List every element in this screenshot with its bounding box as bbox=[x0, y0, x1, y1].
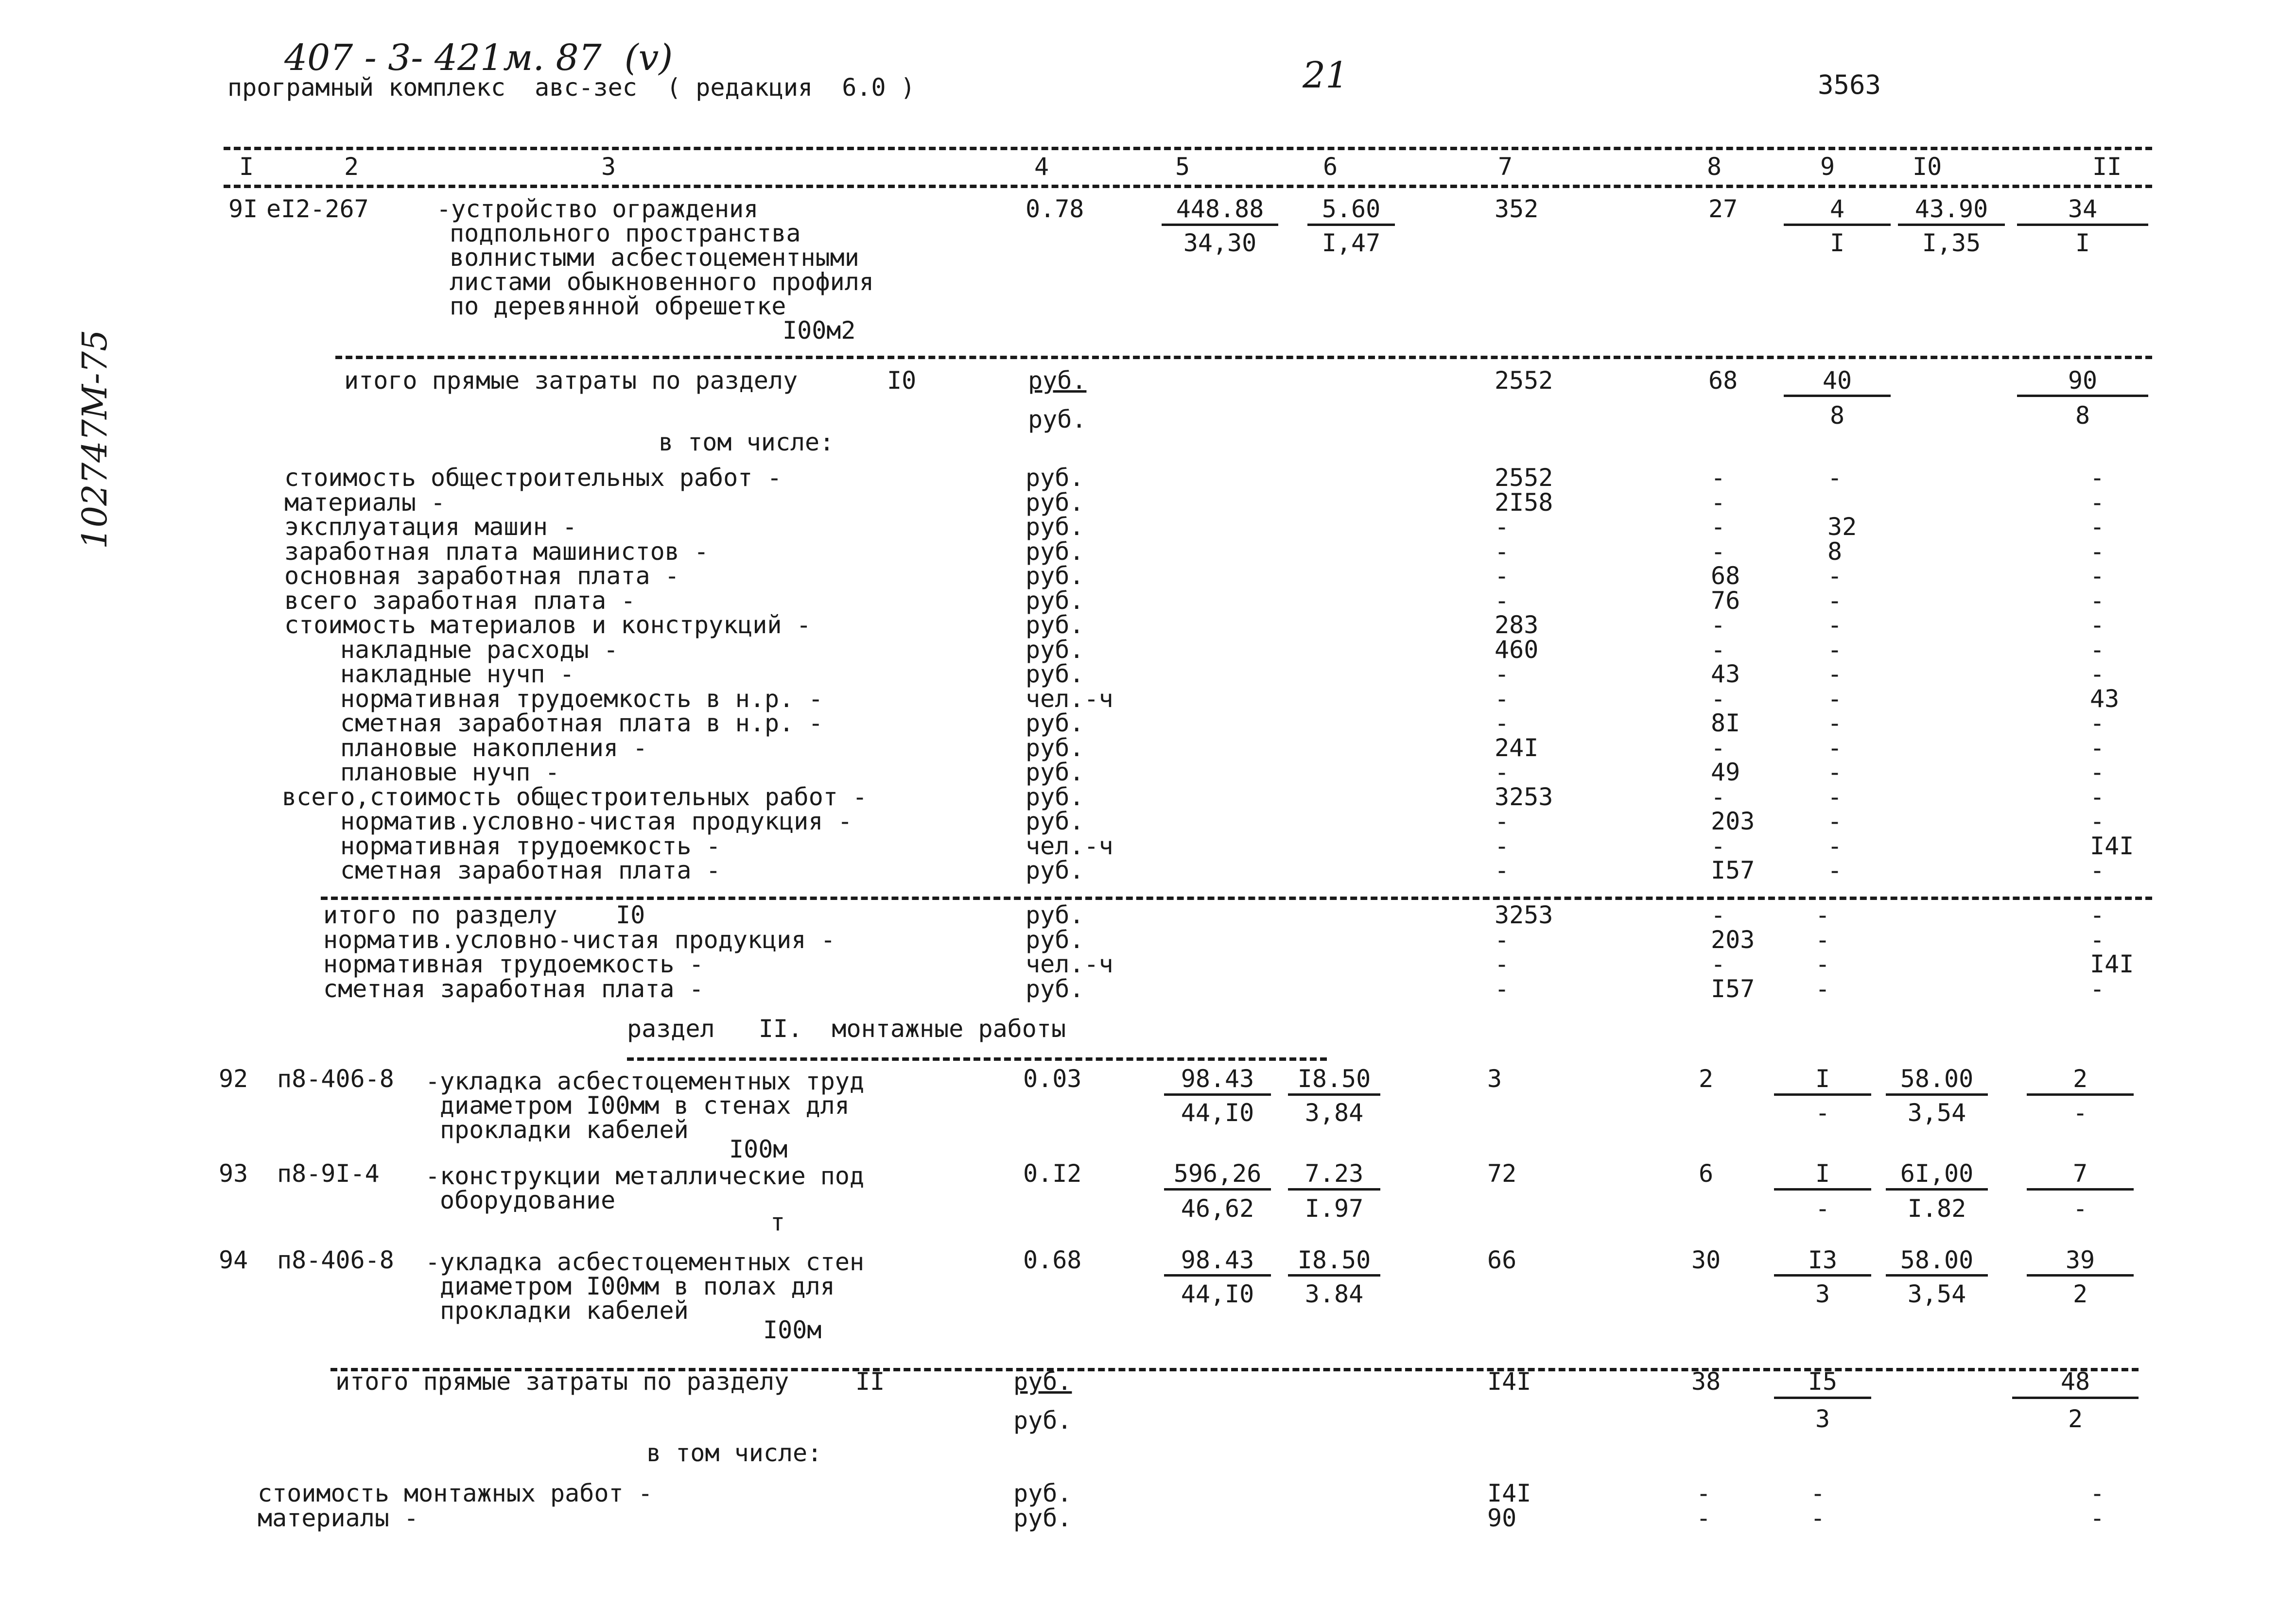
fraction-line bbox=[1162, 224, 1278, 226]
line-unit: руб. bbox=[1026, 974, 1084, 1003]
unit: т bbox=[770, 1208, 785, 1236]
fraction-line bbox=[1164, 1188, 1271, 1191]
line-col8: - bbox=[1711, 464, 1726, 492]
unit: I00м bbox=[763, 1316, 822, 1344]
sec10-direct-c9-top: 40 bbox=[1822, 366, 1852, 395]
unit-cost-bottom: 44,I0 bbox=[1181, 1099, 1254, 1127]
line-col8: - bbox=[1711, 831, 1726, 860]
line-unit: руб. bbox=[1026, 513, 1084, 541]
line-label: основная заработная плата - bbox=[284, 562, 679, 590]
line-unit: руб. bbox=[1013, 1503, 1072, 1532]
line-col8: - bbox=[1711, 782, 1726, 811]
sec10-direct-c11-bottom: 8 bbox=[2075, 401, 2090, 430]
line-col8: 203 bbox=[1711, 807, 1755, 835]
line-col7: 283 bbox=[1495, 611, 1539, 639]
line-col7: - bbox=[1495, 925, 1510, 954]
line-col9: - bbox=[1827, 733, 1843, 762]
line-unit: руб. bbox=[1026, 611, 1084, 639]
line-col11: - bbox=[2090, 782, 2105, 811]
line-col7: - bbox=[1495, 660, 1510, 688]
line-col11: - bbox=[2090, 513, 2105, 541]
line-col7: - bbox=[1495, 807, 1510, 835]
line-col11: - bbox=[2090, 758, 2105, 786]
line-unit: руб. bbox=[1013, 1479, 1072, 1507]
sec10-direct-unit: руб. bbox=[1028, 366, 1087, 395]
rate-code: п8-9I-4 bbox=[277, 1159, 380, 1188]
line-label: нормативная трудоемкость в н.р. - bbox=[340, 684, 823, 713]
rate-code: п8-406-8 bbox=[277, 1065, 394, 1093]
col10-top: 6I,00 bbox=[1900, 1159, 1974, 1188]
line-unit: руб. bbox=[1026, 733, 1084, 762]
line-col11: - bbox=[2090, 856, 2105, 884]
line-label: накладные расходы - bbox=[340, 635, 618, 664]
sec11-direct-c9-bottom: 3 bbox=[1815, 1405, 1830, 1433]
line-label: стоимость монтажных работ - bbox=[258, 1479, 653, 1507]
col-header-11: II bbox=[2092, 153, 2122, 181]
row-number: 94 bbox=[219, 1246, 248, 1274]
line-col8: - bbox=[1711, 950, 1726, 978]
row-number: 9I bbox=[228, 195, 258, 223]
line-unit: руб. bbox=[1026, 537, 1084, 566]
line-label: стоимость общестроительных работ - bbox=[284, 464, 782, 492]
col9-top: 4 bbox=[1829, 195, 1845, 223]
page-mark: 21 bbox=[1303, 54, 1349, 96]
side-note: 102747М-75 bbox=[75, 329, 115, 549]
fraction-line bbox=[1886, 1093, 1988, 1096]
fraction-line bbox=[2012, 1397, 2139, 1399]
unit-cost-6-bottom: 3.84 bbox=[1305, 1280, 1364, 1308]
line-col11: - bbox=[2090, 660, 2105, 688]
line-col9: - bbox=[1810, 1479, 1826, 1507]
line-label: заработная плата машинистов - bbox=[284, 537, 709, 566]
line-col9: 32 bbox=[1827, 513, 1857, 541]
col9-top: I bbox=[1815, 1159, 1830, 1188]
quantity: 0.78 bbox=[1026, 195, 1084, 223]
line-col11: - bbox=[2090, 586, 2105, 615]
line-col11: - bbox=[2090, 709, 2105, 737]
line-col8: - bbox=[1711, 488, 1726, 517]
sec10-direct-rule bbox=[335, 356, 2152, 359]
line-col9: - bbox=[1815, 950, 1830, 978]
fraction-line bbox=[1288, 1274, 1380, 1277]
line-col8: I57 bbox=[1711, 974, 1755, 1003]
line-col9: 8 bbox=[1827, 537, 1843, 566]
col-header-10: I0 bbox=[1913, 153, 1942, 181]
fraction-line bbox=[2027, 1188, 2134, 1191]
col-header-2: 2 bbox=[344, 153, 359, 181]
line-label: нормативная трудоемкость - bbox=[340, 831, 721, 860]
work-desc-line: оборудование bbox=[440, 1186, 616, 1214]
line-col9: - bbox=[1827, 807, 1843, 835]
col11-top: 2 bbox=[2072, 1065, 2088, 1093]
line-col9: - bbox=[1827, 562, 1843, 590]
sec11-including-label: в том числе: bbox=[646, 1439, 822, 1467]
sec11-direct-c11-bottom: 2 bbox=[2068, 1405, 2083, 1433]
line-col7: 460 bbox=[1495, 635, 1539, 664]
line-unit: руб. bbox=[1026, 901, 1084, 929]
line-col8: 49 bbox=[1711, 758, 1740, 786]
line-col8: - bbox=[1711, 901, 1726, 929]
line-col7: - bbox=[1495, 758, 1510, 786]
line-unit: руб. bbox=[1026, 586, 1084, 615]
unit-cost-6-bottom: 3,84 bbox=[1305, 1099, 1364, 1127]
line-col8: 43 bbox=[1711, 660, 1740, 688]
work-desc-line: листами обыкновенного профиля bbox=[450, 268, 874, 296]
fraction-line bbox=[1164, 1274, 1271, 1277]
col9-bottom: 3 bbox=[1815, 1280, 1830, 1308]
line-col8: I57 bbox=[1711, 856, 1755, 884]
line-col9: - bbox=[1827, 684, 1843, 713]
fraction-line bbox=[1784, 224, 1891, 226]
line-unit: чел.-ч bbox=[1026, 831, 1113, 860]
col11-bottom: 2 bbox=[2072, 1280, 2088, 1308]
unit-cost-bottom: 34,30 bbox=[1183, 229, 1257, 257]
line-col8: - bbox=[1711, 684, 1726, 713]
col-header-1: I bbox=[239, 153, 254, 181]
sec10-direct-c9-bottom: 8 bbox=[1829, 401, 1845, 430]
sec11-top-rule bbox=[627, 1057, 1327, 1061]
unit-cost-top: 98.43 bbox=[1181, 1246, 1254, 1274]
line-col7: 2I58 bbox=[1495, 488, 1553, 517]
line-unit: чел.-ч bbox=[1026, 950, 1113, 978]
line-label: норматив.условно-чистая продукция - bbox=[323, 925, 835, 954]
sec11-direct-unit: руб. bbox=[1013, 1406, 1072, 1434]
sec11-direct-label: итого прямые затраты по разделу bbox=[335, 1367, 789, 1396]
col10-top: 58.00 bbox=[1900, 1065, 1974, 1093]
sec10-direct-num: I0 bbox=[887, 366, 917, 395]
quantity: 0.03 bbox=[1023, 1065, 1082, 1093]
total-cost: 66 bbox=[1487, 1246, 1517, 1274]
unit-cost-6-top: I8.50 bbox=[1297, 1246, 1371, 1274]
line-unit: чел.-ч bbox=[1026, 684, 1113, 713]
work-desc-line: -конструкции металлические под bbox=[425, 1162, 865, 1190]
sec11-direct-unit: руб. bbox=[1013, 1367, 1072, 1396]
work-desc-line: диаметром I00мм в стенах для bbox=[440, 1091, 850, 1120]
unit-cost-6-top: 5.60 bbox=[1322, 195, 1381, 223]
sec10-direct-unit: руб. bbox=[1028, 405, 1087, 433]
line-label: нормативная трудоемкость - bbox=[323, 950, 704, 978]
col11-bottom: - bbox=[2072, 1099, 2088, 1127]
unit-cost-6-top: I8.50 bbox=[1297, 1065, 1371, 1093]
line-col11: - bbox=[2090, 807, 2105, 835]
line-col9: - bbox=[1827, 464, 1843, 492]
line-col8: - bbox=[1711, 537, 1726, 566]
quantity: 0.I2 bbox=[1023, 1159, 1082, 1188]
line-col11: - bbox=[2090, 464, 2105, 492]
col-header-7: 7 bbox=[1498, 153, 1513, 181]
unit-cost-6-top: 7.23 bbox=[1305, 1159, 1364, 1188]
unit-cost-top: 98.43 bbox=[1181, 1065, 1254, 1093]
col-header-5: 5 bbox=[1175, 153, 1190, 181]
col10-bottom: 3,54 bbox=[1907, 1280, 1966, 1308]
sec10-including-label: в том числе: bbox=[659, 428, 835, 456]
work-desc-line: -укладка асбестоцементных труд bbox=[425, 1067, 865, 1095]
line-label: плановые нучп - bbox=[340, 758, 560, 786]
row-number: 92 bbox=[219, 1065, 248, 1093]
col8-value: 27 bbox=[1708, 195, 1738, 223]
line-label: плановые накопления - bbox=[340, 733, 648, 762]
sec10-direct-c7: 2552 bbox=[1495, 366, 1553, 395]
col11-top: 39 bbox=[2065, 1246, 2095, 1274]
line-label: сметная заработная плата - bbox=[340, 856, 721, 884]
line-col11: - bbox=[2090, 733, 2105, 762]
line-col7: - bbox=[1495, 831, 1510, 860]
total-cost: 72 bbox=[1487, 1159, 1517, 1188]
line-col7: 3253 bbox=[1495, 901, 1553, 929]
total-cost: 3 bbox=[1487, 1065, 1502, 1093]
fraction-line bbox=[1288, 1188, 1380, 1191]
line-label: стоимость материалов и конструкций - bbox=[284, 611, 811, 639]
unit-cost-top: 448.88 bbox=[1176, 195, 1264, 223]
line-unit: руб. bbox=[1026, 464, 1084, 492]
work-desc-line: прокладки кабелей bbox=[440, 1116, 689, 1144]
line-label: сметная заработная плата в н.р. - bbox=[340, 709, 823, 737]
col11-bottom: I bbox=[2075, 229, 2090, 257]
col11-top: 7 bbox=[2072, 1159, 2088, 1188]
line-label: сметная заработная плата - bbox=[323, 974, 704, 1003]
line-unit: руб. bbox=[1026, 709, 1084, 737]
sec11-direct-c8: 38 bbox=[1691, 1367, 1721, 1396]
line-col8: 68 bbox=[1711, 562, 1740, 590]
line-col8: 203 bbox=[1711, 925, 1755, 954]
col10-top: 43.90 bbox=[1914, 195, 1988, 223]
line-col9: - bbox=[1815, 901, 1830, 929]
col-header-4: 4 bbox=[1034, 153, 1049, 181]
unit-cost-bottom: 44,I0 bbox=[1181, 1280, 1254, 1308]
col9-top: I3 bbox=[1808, 1246, 1838, 1274]
unit: I00м2 bbox=[783, 316, 856, 345]
line-col8: - bbox=[1711, 611, 1726, 639]
line-col7: 3253 bbox=[1495, 782, 1553, 811]
line-col7: 90 bbox=[1487, 1503, 1517, 1532]
work-desc-line: подпольного пространства bbox=[450, 219, 801, 247]
line-col8: - bbox=[1696, 1479, 1711, 1507]
work-desc-line: -укладка асбестоцементных стен bbox=[425, 1248, 865, 1276]
line-col11: - bbox=[2090, 901, 2105, 929]
line-unit: руб. bbox=[1026, 856, 1084, 884]
line-col8: 76 bbox=[1711, 586, 1740, 615]
fraction-line bbox=[2027, 1274, 2134, 1277]
sec10-direct-c8: 68 bbox=[1708, 366, 1738, 395]
line-col9: - bbox=[1827, 586, 1843, 615]
line-col7: - bbox=[1495, 950, 1510, 978]
col-header-6: 6 bbox=[1323, 153, 1338, 181]
sec11-direct-num: II bbox=[855, 1367, 885, 1396]
line-col7: - bbox=[1495, 562, 1510, 590]
col8-value: 2 bbox=[1699, 1065, 1714, 1093]
line-col9: - bbox=[1827, 856, 1843, 884]
unit: I00м bbox=[729, 1135, 788, 1163]
fraction-line bbox=[1164, 1093, 1271, 1096]
line-col7: - bbox=[1495, 586, 1510, 615]
col9-bottom: - bbox=[1815, 1099, 1830, 1127]
line-col9: - bbox=[1827, 758, 1843, 786]
line-col9: - bbox=[1827, 635, 1843, 664]
col-header-8: 8 bbox=[1707, 153, 1722, 181]
line-col7: 2552 bbox=[1495, 464, 1553, 492]
fraction-line bbox=[1886, 1188, 1988, 1191]
sec10-direct-label: итого прямые затраты по разделу bbox=[344, 366, 798, 395]
fraction-line bbox=[1774, 1274, 1871, 1277]
line-col11: I4I bbox=[2090, 831, 2134, 860]
line-unit: руб. bbox=[1026, 660, 1084, 688]
fraction-line bbox=[1898, 224, 2005, 226]
sec11-direct-c11-top: 48 bbox=[2060, 1367, 2090, 1396]
line-col11: - bbox=[2090, 562, 2105, 590]
fraction-line bbox=[1774, 1397, 1871, 1399]
line-col11: - bbox=[2090, 488, 2105, 517]
sec10-direct-c11-top: 90 bbox=[2068, 366, 2098, 395]
line-col9: - bbox=[1827, 831, 1843, 860]
line-col11: 43 bbox=[2090, 684, 2120, 713]
fraction-line bbox=[1774, 1093, 1871, 1096]
line-label: итого по разделу I0 bbox=[323, 901, 645, 929]
fraction-line bbox=[2017, 224, 2148, 226]
line-unit: руб. bbox=[1026, 782, 1084, 811]
col10-bottom: I.82 bbox=[1907, 1194, 1966, 1223]
line-label: всего,стоимость общестроительных работ - bbox=[282, 782, 868, 811]
fraction-line bbox=[1288, 1093, 1380, 1096]
unit-cost-top: 596,26 bbox=[1173, 1159, 1262, 1188]
work-desc-line: -устройство ограждения bbox=[436, 195, 759, 223]
line-col7: I4I bbox=[1487, 1479, 1531, 1507]
line-col9: - bbox=[1815, 925, 1830, 954]
col9-bottom: - bbox=[1815, 1194, 1830, 1223]
row-number: 93 bbox=[219, 1159, 248, 1188]
line-col7: - bbox=[1495, 974, 1510, 1003]
line-col7: - bbox=[1495, 856, 1510, 884]
col11-top: 34 bbox=[2068, 195, 2098, 223]
fraction-line bbox=[2017, 395, 2148, 397]
line-col11: - bbox=[2090, 1503, 2105, 1532]
line-unit: руб. bbox=[1026, 488, 1084, 517]
work-desc-line: волнистыми асбестоцементными bbox=[450, 243, 859, 272]
sec10-total-rule bbox=[321, 897, 2152, 900]
fraction-line bbox=[1886, 1274, 1988, 1277]
work-desc-line: диаметром I00мм в полах для bbox=[440, 1272, 835, 1300]
quantity: 0.68 bbox=[1023, 1246, 1082, 1274]
line-col11: - bbox=[2090, 974, 2105, 1003]
fraction-line bbox=[1774, 1188, 1871, 1191]
line-label: эксплуатация машин - bbox=[284, 513, 577, 541]
line-col11: - bbox=[2090, 925, 2105, 954]
sec11-direct-c9-top: I5 bbox=[1808, 1367, 1838, 1396]
line-unit: руб. bbox=[1026, 562, 1084, 590]
line-unit: руб. bbox=[1026, 807, 1084, 835]
unit-cost-6-bottom: I.97 bbox=[1305, 1194, 1364, 1223]
line-col11: - bbox=[2090, 611, 2105, 639]
line-col11: - bbox=[2090, 1479, 2105, 1507]
program-title: програмный комплекс авс-зес ( редакция 6.0 ) bbox=[227, 73, 915, 102]
col8-value: 30 bbox=[1691, 1246, 1721, 1274]
work-desc-line: прокладки кабелей bbox=[440, 1296, 689, 1325]
line-col9: - bbox=[1827, 660, 1843, 688]
line-label: всего заработная плата - bbox=[284, 586, 636, 615]
work-desc-line: по деревянной обрешетке bbox=[450, 292, 786, 320]
col9-top: I bbox=[1815, 1065, 1830, 1093]
line-col8: - bbox=[1711, 513, 1726, 541]
line-col9: - bbox=[1827, 611, 1843, 639]
header-bottom-rule bbox=[224, 185, 2152, 188]
line-label: материалы - bbox=[258, 1503, 419, 1532]
line-col9: - bbox=[1815, 974, 1830, 1003]
line-col8: - bbox=[1711, 733, 1726, 762]
line-unit: руб. bbox=[1026, 758, 1084, 786]
fraction-line bbox=[1307, 224, 1395, 226]
fraction-line bbox=[2027, 1093, 2134, 1096]
line-col7: - bbox=[1495, 537, 1510, 566]
col8-value: 6 bbox=[1699, 1159, 1714, 1188]
line-col11: I4I bbox=[2090, 950, 2134, 978]
line-label: накладные нучп - bbox=[340, 660, 574, 688]
line-unit: руб. bbox=[1026, 635, 1084, 664]
line-col9: - bbox=[1827, 782, 1843, 811]
unit-cost-bottom: 46,62 bbox=[1181, 1194, 1254, 1223]
line-col11: - bbox=[2090, 537, 2105, 566]
line-col7: - bbox=[1495, 709, 1510, 737]
col-header-9: 9 bbox=[1820, 153, 1835, 181]
table-top-rule bbox=[224, 147, 2152, 150]
col9-bottom: I bbox=[1829, 229, 1845, 257]
page-number: 3563 bbox=[1818, 69, 1881, 100]
rate-code: еI2-267 bbox=[266, 195, 369, 223]
line-col11: - bbox=[2090, 635, 2105, 664]
fraction-line bbox=[1784, 395, 1891, 397]
line-col8: - bbox=[1711, 635, 1726, 664]
line-col8: 8I bbox=[1711, 709, 1740, 737]
col10-top: 58.00 bbox=[1900, 1246, 1974, 1274]
line-label: материалы - bbox=[284, 488, 446, 517]
total-cost: 352 bbox=[1495, 195, 1539, 223]
col10-bottom: I,35 bbox=[1922, 229, 1981, 257]
line-col7: 24I bbox=[1495, 733, 1539, 762]
unit-cost-6-bottom: I,47 bbox=[1322, 229, 1381, 257]
line-col9: - bbox=[1810, 1503, 1826, 1532]
line-col8: - bbox=[1696, 1503, 1711, 1532]
rate-code: п8-406-8 bbox=[277, 1246, 394, 1274]
sec11-direct-c7: I4I bbox=[1487, 1367, 1531, 1396]
col10-bottom: 3,54 bbox=[1907, 1099, 1966, 1127]
section-heading: раздел II. монтажные работы bbox=[627, 1015, 1066, 1043]
col11-bottom: - bbox=[2072, 1194, 2088, 1223]
line-col7: - bbox=[1495, 513, 1510, 541]
line-col7: - bbox=[1495, 684, 1510, 713]
line-label: норматив.условно-чистая продукция - bbox=[340, 807, 852, 835]
line-unit: руб. bbox=[1026, 925, 1084, 954]
handwritten-project-code: 407 - 3- 421м. 87 (v) bbox=[284, 37, 673, 79]
line-col9: - bbox=[1827, 709, 1843, 737]
col-header-3: 3 bbox=[601, 153, 616, 181]
